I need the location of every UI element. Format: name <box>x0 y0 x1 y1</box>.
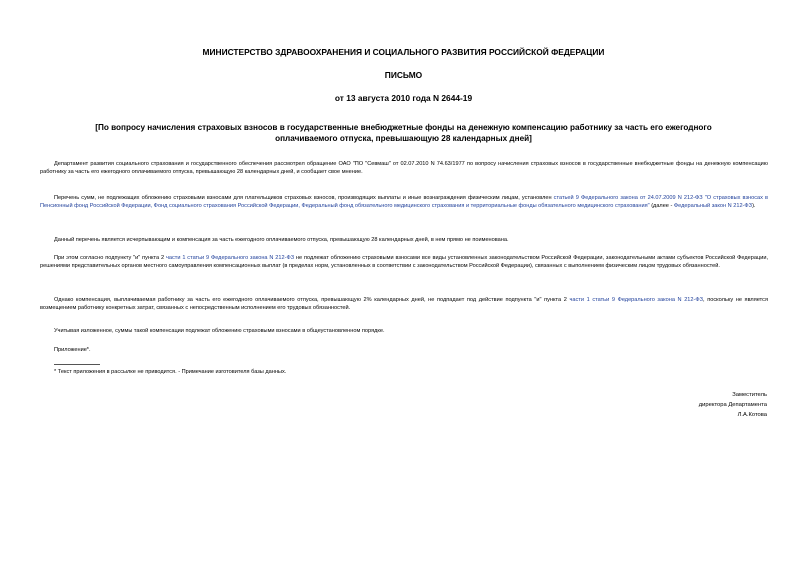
paragraph-2 <box>40 194 768 211</box>
paragraph-5-text-2: , поскольку не является возмещением работнику конкретных затрат, связанных с непосредственным исполнением его трудовых обязанностей. <box>40 297 768 312</box>
ministry-heading: МИНИСТЕРСТВО ЗДРАВООХРАНЕНИЯ И СОЦИАЛЬНОГО РАЗВИТИЯ РОССИЙСКОЙ ФЕДЕРАЦИИ <box>202 47 605 57</box>
paragraph-2-text-2: (далее - <box>649 203 674 210</box>
paragraph-4-text-2: не подлежат обложению страховыми взносами все виды установленных законодательством Российской Федерации, законодательными актами субъектов Российской Федерации, решениями представительных органов местного самоуправления компенсационных выплат (в пределах норм, установленных в соответствии с законодательством Российской Федерации), связанных с выполнением физическим лицом трудовых обязанностей. <box>40 255 768 270</box>
document-date-number: от 13 августа 2010 года N 2644-19 <box>334 93 473 103</box>
attachment-note: Приложение*. <box>54 347 91 353</box>
footnote: * Текст приложения в рассылке не приводится. - Примечание изготовителя базы данных. <box>54 369 287 375</box>
paragraph-5-text-1: Однако компенсация, выплачиваемая работнику за часть его ежегодного оплачиваемого отпуска, превышающую 2% календарных дней, не подпадает под действие подпункта "и" пункта 2 <box>54 297 570 303</box>
signature-title-1: Заместитель <box>732 392 767 398</box>
paragraph-6: Учитывая изложенное, суммы такой компенсации подлежат обложению страховыми взносами в общеустановленном порядке. <box>54 328 385 334</box>
law-212-link[interactable]: Федеральный закон N 212-ФЗ <box>673 203 753 210</box>
subject-line-1: [По вопросу начисления страховых взносов в государственные внебюджетные фонды на денежную компенсацию работнику за часть его ежегодного <box>95 123 712 132</box>
document-type: ПИСЬМО <box>384 70 423 80</box>
signature-title-2: директора Департамента <box>698 402 767 408</box>
paragraph-4-text-1: При этом согласно подпункту "и" пункта 2 <box>54 255 166 261</box>
footnote-separator <box>54 364 100 365</box>
subject-line-2: оплачиваемого отпуска, превышающую 28 календарных дней] <box>275 134 532 143</box>
law-part-link-2[interactable]: части 1 статьи 9 Федерального закона N 212-ФЗ <box>569 297 704 303</box>
paragraph-1: Департамент развития социального страхования и государственного обеспечения рассмотрел обращение ОАО "ПО "Севмаш" от 02.07.2010 N 74.63/1977 по вопросу начисления страховых взносов в государственные внебюджетные фонды на денежную компенсацию работнику за часть его ежегодного оплачиваемого отпуска, превышающую 28 календарных дней, и сообщает свое мнение. <box>40 161 768 176</box>
paragraph-4 <box>40 254 768 271</box>
paragraph-2-text-1: Перечень сумм, не подлежащих обложению страховыми взносами для плательщиков страховых взносов, производящих выплаты и иные вознаграждения физическим лицам, установлен <box>54 195 554 201</box>
paragraph-3: Данный перечень является исчерпывающим и компенсация за часть ежегодного оплачиваемого отпуска, превышающую 28 календарных дней, в нем прямо не поименована. <box>54 237 509 243</box>
law-part-link[interactable]: части 1 статьи 9 Федерального закона N 212-ФЗ <box>165 255 295 261</box>
law-article-link[interactable]: статьей 9 Федерального закона от 24.07.2009 N 212-ФЗ "О страховых взносах в Пенсионный фонд Российской Федерации, Фонд социального страхования Российской Федерации, Федеральный фонд обязательного медицинского страхования и территориальные фонды обязательного медицинского страхования" <box>40 195 768 210</box>
signature-name: Л.А.Котова <box>737 412 767 418</box>
paragraph-5 <box>40 296 768 313</box>
paragraph-2-text-3: ). <box>752 203 756 210</box>
